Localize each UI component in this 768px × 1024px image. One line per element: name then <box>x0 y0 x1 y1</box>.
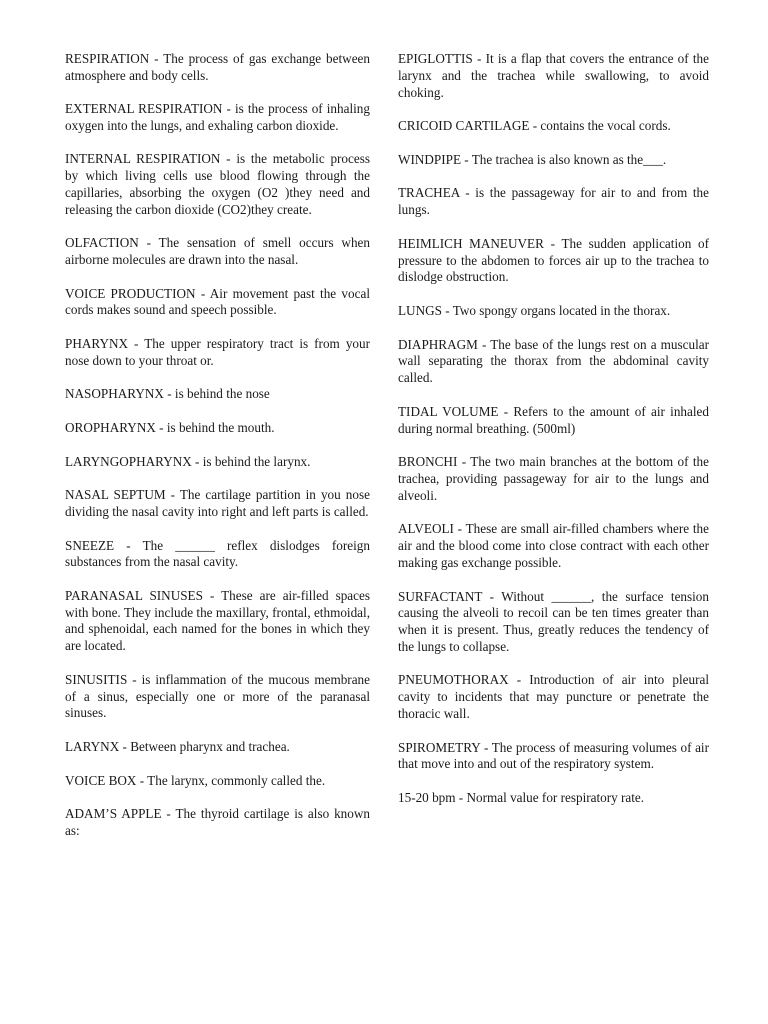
right-column <box>398 51 709 824</box>
entry-nasopharynx: NASOPHARYNX - is behind the nose <box>65 386 270 402</box>
entry-internal-respiration: INTERNAL RESPIRATION - is the metabolic process by which living cells use blood flowing through the capillaries, absorbing the oxygen (O2 )they need and releasing the carbon dioxide (CO2)they create. <box>65 151 370 217</box>
entry-nasal-septum: NASAL SEPTUM - The cartilage partition in you nose dividing the nasal cavity into right and left parts is called. <box>65 487 370 519</box>
entry-voice-box: VOICE BOX - The larynx, commonly called the. <box>65 772 326 788</box>
entry-bronchi: BRONCHI - The two main branches at the bottom of the trachea, providing passageway for air to the lungs and alveoli. <box>398 454 709 503</box>
entry-pharynx: PHARYNX - The upper respiratory tract is from your nose down to your throat or. <box>65 335 370 368</box>
entry-sneeze: SNEEZE - The ______ reflex dislodges foreign substances from the nasal cavity. <box>65 537 370 570</box>
entry-cricoid-cartilage: CRICOID CARTILAGE - contains the vocal cords. <box>398 118 671 134</box>
entry-diaphragm: DIAPHRAGM - The base of the lungs rest on a muscular wall separating the thorax from the abdominal cavity called. <box>398 336 709 386</box>
entry-paranasal-sinuses: PARANASAL SINUSES - These are air-filled spaces with bone. They include the maxillary, frontal, ethmoidal, and sphenoidal, each named for the bones in which they are located. <box>65 587 370 654</box>
entry-olfaction: OLFACTION - The sensation of smell occurs when airborne molecules are drawn into the nasal. <box>65 235 370 267</box>
entry-trachea: TRACHEA - is the passageway for air to and from the lungs. <box>398 185 709 218</box>
entry-lungs: LUNGS - Two spongy organs located in the thorax. <box>398 302 671 318</box>
entry-windpipe: WINDPIPE - The trachea is also known as the___. <box>398 151 667 167</box>
entry-oropharynx: OROPHARYNX - is behind the mouth. <box>65 419 275 435</box>
entry-pneumothorax: PNEUMOTHORAX - Introduction of air into pleural cavity to incidents that may puncture or penetrate the thoracic wall. <box>398 672 709 722</box>
entry-alveoli: ALVEOLI - These are small air-filled chambers where the air and the blood come into close contract with each other making gas exchange possible. <box>398 521 709 570</box>
entry-surfactant: SURFACTANT - Without ______, the surface tension causing the alveoli to recoil can be ten times greater than when it is present. Thus, greatly reduces the tendency of the lungs to collapse. <box>398 588 709 654</box>
entry-sinusitis: SINUSITIS - is inflammation of the mucous membrane of a sinus, especially one or more of the paranasal sinuses. <box>65 671 370 721</box>
entry-larynx: LARYNX - Between pharynx and trachea. <box>65 739 290 755</box>
entry-respiration: RESPIRATION - The process of gas exchange between atmosphere and body cells. <box>65 51 370 83</box>
entry-epiglottis: EPIGLOTTIS - It is a flap that covers the entrance of the larynx and the trachea while swallowing, to avoid choking. <box>398 51 709 100</box>
entry-spirometry: SPIROMETRY - The process of measuring volumes of air that move into and out of the respiratory system. <box>398 739 709 772</box>
entry-tidal-volume: TIDAL VOLUME - Refers to the amount of air inhaled during normal breathing. (500ml) <box>398 403 709 436</box>
entry-external-respiration: EXTERNAL RESPIRATION - is the process of inhaling oxygen into the lungs, and exhaling carbon dioxide. <box>65 100 370 133</box>
entry-respiratory-rate: 15-20 bpm - Normal value for respiratory rate. <box>398 790 645 806</box>
entry-heimlich-maneuver: HEIMLICH MANEUVER - The sudden application of pressure to the abdomen to forces air up to the trachea to dislodge obstruction. <box>398 235 709 285</box>
entry-laryngopharynx: LARYNGOPHARYNX - is behind the larynx. <box>65 453 311 469</box>
entry-adams-apple: ADAM’S APPLE - The thyroid cartilage is also known as: <box>65 806 370 839</box>
entry-voice-production: VOICE PRODUCTION - Air movement past the vocal cords makes sound and speech possible. <box>65 285 370 318</box>
left-column <box>65 51 370 857</box>
